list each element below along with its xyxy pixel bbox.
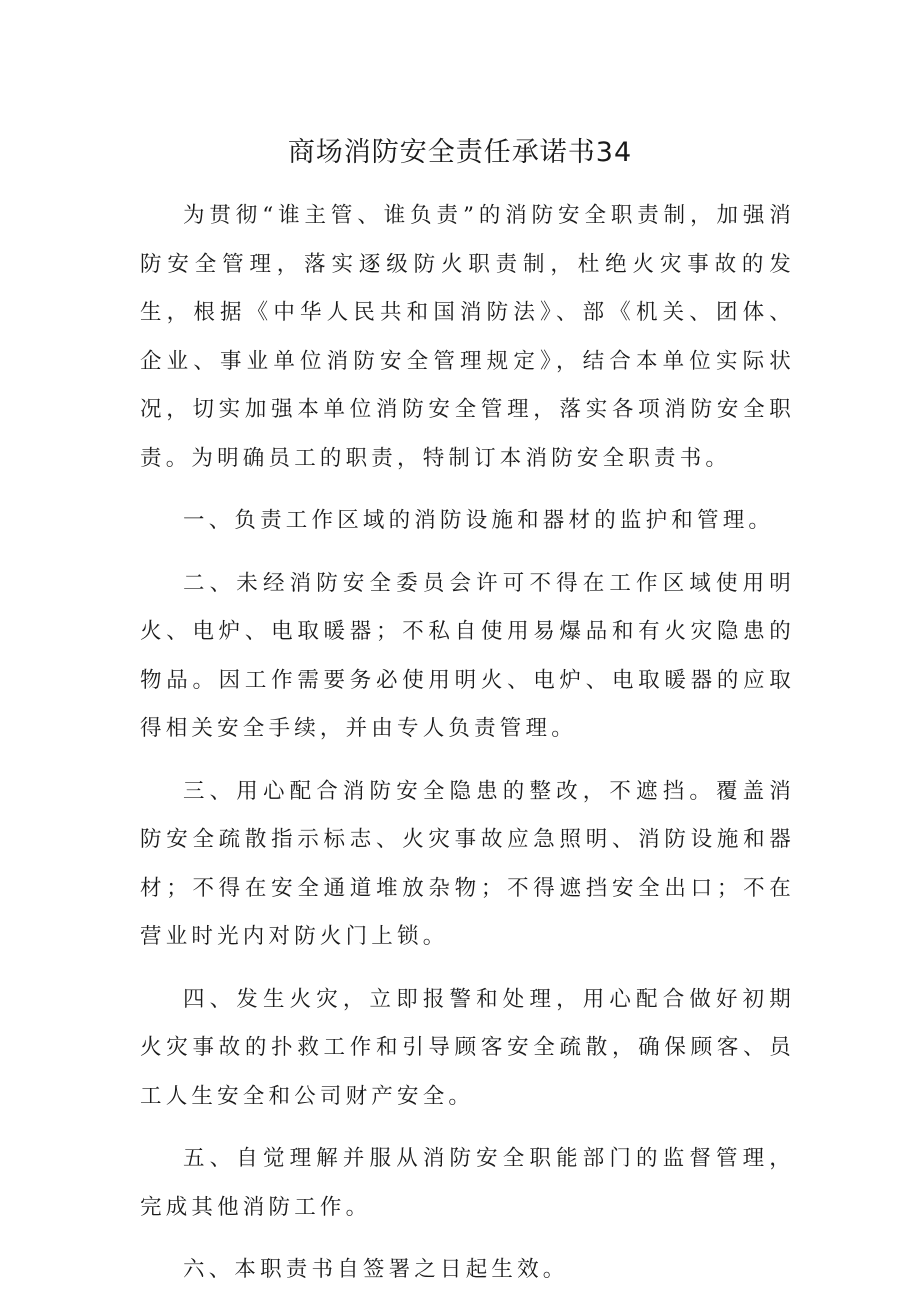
clause-6: 六、本职责书自签署之日起生效。	[183, 1257, 569, 1282]
document-body	[140, 192, 795, 1309]
clause-1: 一、负责工作区域的消防设施和器材的监护和管理。	[183, 508, 775, 533]
clause-5: 五、自觉理解并服从消防安全职能部门的监督管理，完成其他消防工作。	[140, 1146, 795, 1220]
clause-3: 三、用心配合消防安全隐患的整改，不遮挡。覆盖消防安全疏散指示标志、火灾事故应急照明、消防设施和器材；不得在安全通道堆放杂物；不得遮挡安全出口；不在营业时光内对防火门上锁。	[140, 778, 795, 949]
intro-paragraph: 为贯彻“谁主管、谁负责”的消防安全职责制，加强消防安全管理，落实逐级防火职责制，杜绝火灾事故的发生，根据《中华人民共和国消防法》、部《机关、团体、企业、事业单位消防安全管理规定》，结合本单位实际状况，切实加强本单位消防安全管理，落实各项消防安全职责。为明确员工的职责，特制订本消防安全职责书。	[140, 203, 795, 471]
document-title: 商场消防安全责任承诺书34	[287, 137, 633, 168]
clause-4: 四、发生火灾，立即报警和处理，用心配合做好初期火灾事故的扑救工作和引导顾客安全疏散，确保顾客、员工人生安全和公司财产安全。	[140, 986, 795, 1109]
clause-2: 二、未经消防安全委员会许可不得在工作区域使用明火、电炉、电取暖器；不私自使用易爆品和有火灾隐患的物品。因工作需要务必使用明火、电炉、电取暖器的应取得相关安全手续，并由专人负责管理。	[140, 570, 795, 741]
